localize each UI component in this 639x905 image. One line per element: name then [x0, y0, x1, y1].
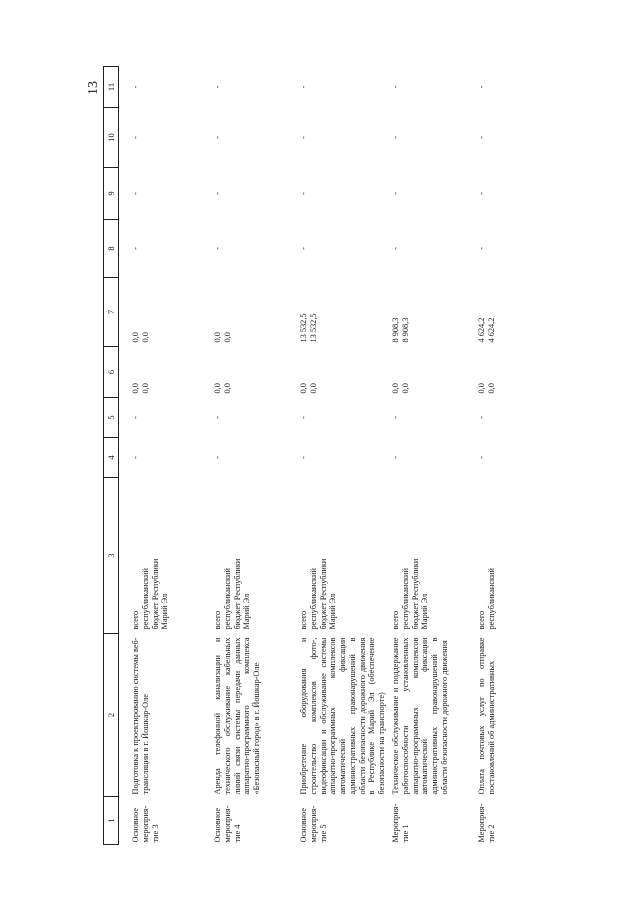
table-row [473, 67, 523, 845]
cell-col11: - [131, 85, 140, 89]
cell-col11: - [213, 85, 222, 89]
cell-col6: 0,0 0,0 [391, 383, 410, 394]
cell-col10: - [299, 136, 308, 139]
cell-col11: - [299, 85, 308, 89]
column-header: 4 [104, 438, 119, 478]
cell-col9: - [299, 192, 308, 195]
cell-col10: - [391, 136, 401, 139]
column-header: 7 [104, 278, 119, 347]
measure-name: Основное мероприя- тие 3 [131, 805, 160, 843]
cell-col6: 0,0 0,0 [131, 383, 150, 394]
measure-description: Подготовка к проектированию системы веб-трансляции в г. Йошкар-Оле [131, 637, 150, 795]
column-header: 10 [104, 108, 119, 168]
measure-description: Техническое обслуживание и поддержание работоспособности установленных аппаратно-программных комплексов автоматической фиксации административных правонарушений в области безопасности дорожного движения [391, 637, 449, 795]
measure-name: Мероприя- тие 1 [391, 803, 410, 843]
cell-col9: - [477, 192, 487, 195]
cell-col9: - [391, 192, 401, 195]
header-row [104, 67, 119, 845]
cell-col4: - [213, 456, 222, 459]
column-header: 1 [104, 797, 119, 845]
cell-col6: 0,0 0,0 [299, 383, 318, 394]
table-row [295, 67, 387, 845]
cell-col6: 0,0 0,0 [213, 383, 232, 394]
table-row [209, 67, 295, 845]
cell-col7: 8 908,3 8 908,3 [391, 317, 410, 343]
cell-col7: 13 532,5 13 532,5 [299, 313, 318, 343]
page-number: 13 [86, 81, 101, 95]
cell-col4: - [477, 456, 487, 459]
column-header: 2 [104, 634, 119, 797]
column-header: 11 [104, 67, 119, 108]
measure-name: Основное мероприя- тие 5 [299, 805, 328, 843]
cell-col5: - [213, 416, 222, 419]
cell-col4: - [299, 456, 308, 459]
funding-source: всего республиканский бюджет Республики Марий Эл [131, 558, 170, 630]
cell-col7: 0,0 0,0 [131, 332, 150, 343]
cell-col11: - [477, 85, 487, 89]
cell-col7: 0,0 0,0 [213, 332, 232, 343]
funding-source: всего республиканский бюджет Республики Марий Эл [213, 558, 252, 630]
cell-col10: - [131, 136, 140, 139]
cell-col11: - [391, 85, 401, 89]
budget-table [103, 66, 523, 845]
funding-source: всего республиканский бюджет Республики Марий Эл [299, 558, 338, 630]
column-header: 9 [104, 168, 119, 220]
measure-description: Аренда телефонной канализации и технического обслуживание кабельных линий связи системы передачи данных аппаратно-программного комплекса «Безопасный город» в г. Йошкар-Оле [213, 637, 262, 795]
table-row [119, 67, 210, 845]
cell-col8: - [213, 247, 222, 250]
table-row [387, 67, 473, 845]
cell-col10: - [213, 136, 222, 139]
funding-source: всего республиканский бюджет Республики Марий Эл [391, 558, 430, 630]
measure-description: Оплата почтовых услуг по отправке постановлений об административных [477, 637, 496, 795]
cell-col5: - [391, 416, 401, 419]
column-header: 5 [104, 398, 119, 438]
cell-col5: - [131, 416, 140, 419]
measure-description: Приобретение оборудования и строительство комплексов фото-, видеофиксации и обслуживание системы аппаратно-программных комплексов автоматической фиксации административных правонарушений в области безопасности дорожного движения в Республике Марий Эл (обеспечение безопасности на транспорте) [299, 637, 387, 795]
measure-name: Мероприя- тие 2 [477, 803, 496, 843]
column-header: 8 [104, 220, 119, 278]
cell-col8: - [391, 247, 401, 250]
column-header: 3 [104, 478, 119, 634]
cell-col5: - [299, 416, 308, 419]
cell-col6: 0,0 0,0 [477, 383, 496, 394]
measure-name: Основное мероприя- тие 4 [213, 805, 242, 843]
cell-col5: - [477, 416, 487, 419]
cell-col9: - [131, 192, 140, 195]
column-header: 6 [104, 347, 119, 398]
cell-col7: 4 624,2 4 624,2 [477, 317, 496, 343]
cell-col8: - [131, 247, 140, 250]
cell-col8: - [299, 247, 308, 250]
cell-col4: - [131, 456, 140, 459]
cell-col4: - [391, 456, 401, 459]
cell-col9: - [213, 192, 222, 195]
cell-col10: - [477, 136, 487, 139]
funding-source: всего республиканский [477, 568, 496, 630]
cell-col8: - [477, 247, 487, 250]
